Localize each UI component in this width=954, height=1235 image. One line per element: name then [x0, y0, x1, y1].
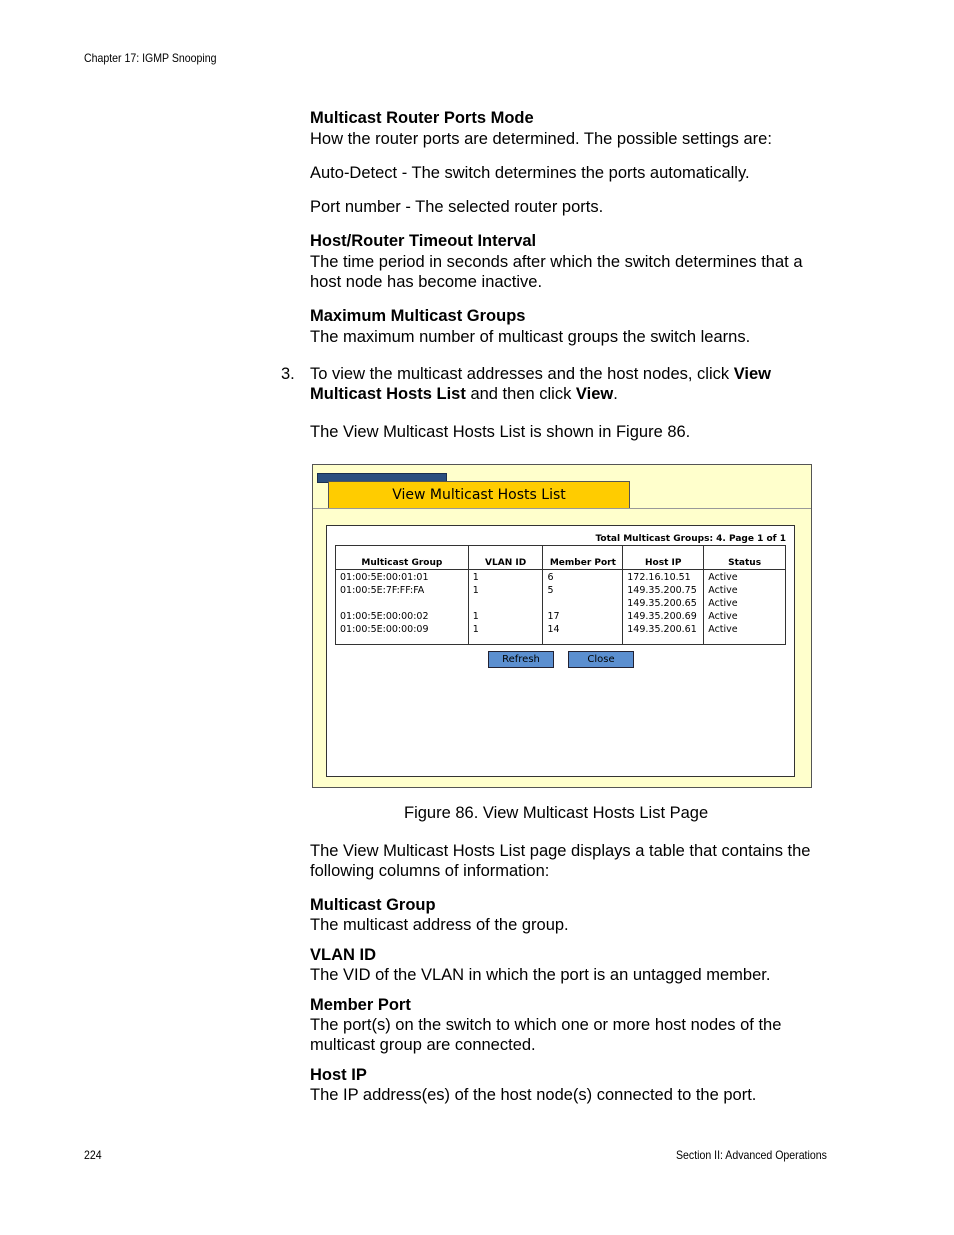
- vlan-value: 1: [472, 585, 479, 596]
- group-value: 01:00:5E:00:00:02: [340, 611, 429, 622]
- multicast-group-title: Multicast Group: [310, 896, 436, 914]
- group-value: 01:00:5E:00:01:01: [340, 572, 429, 583]
- host-ip-title: Host IP: [310, 1066, 367, 1084]
- port-value: 17: [547, 611, 560, 622]
- group-value: 01:00:5E:00:00:09: [340, 624, 429, 635]
- refresh-button[interactable]: Refresh: [488, 651, 554, 668]
- timeout-title: Host/Router Timeout Interval: [310, 232, 537, 250]
- col-status: Status: [704, 546, 786, 570]
- port-value: 5: [547, 585, 554, 596]
- member-port-title: Member Port: [310, 996, 411, 1014]
- step3-bold-view2: View: [575, 385, 614, 403]
- tab-view-multicast-hosts[interactable]: View Multicast Hosts List: [328, 481, 630, 509]
- router-ports-mode-desc: How the router ports are determined. The possible settings are:: [310, 130, 772, 148]
- status-value: Active: [708, 598, 738, 609]
- table-intro-line2: following columns of information:: [310, 862, 550, 880]
- step3-text2: and then click: [465, 385, 576, 403]
- cell-ports: [543, 570, 623, 645]
- status-value: Active: [708, 572, 738, 583]
- member-port-desc-line1: The port(s) on the switch to which one or more host nodes of the: [310, 1016, 782, 1034]
- step3-line1: [310, 364, 840, 384]
- timeout-desc-line2: host node has become inactive.: [310, 273, 543, 291]
- group-value: 01:00:5E:7F:FF:FA: [340, 585, 425, 596]
- step-number: 3.: [281, 365, 295, 383]
- col-multicast-group: Multicast Group: [336, 546, 469, 570]
- router-ports-opt-number: Port number - The selected router ports.: [310, 198, 604, 216]
- port-value: [547, 597, 618, 610]
- cell-vlans: [468, 570, 543, 645]
- timeout-desc-line1: The time period in seconds after which the switch determines that a: [310, 253, 803, 271]
- vlan-value: [473, 597, 539, 610]
- section-footer: Section II: Advanced Operations: [676, 1148, 827, 1162]
- figure-caption: Figure 86. View Multicast Hosts List Page: [404, 804, 709, 822]
- hosts-panel: [326, 525, 795, 777]
- col-vlan-id: VLAN ID: [468, 546, 543, 570]
- figure-reference: The View Multicast Hosts List is shown in Figure 86.: [310, 423, 691, 441]
- router-ports-mode-title: Multicast Router Ports Mode: [310, 109, 534, 127]
- tab-divider: [313, 508, 811, 509]
- hosts-table: [335, 545, 786, 645]
- cell-ips: [623, 570, 704, 645]
- cell-statuses: [704, 570, 786, 645]
- max-groups-title: Maximum Multicast Groups: [310, 307, 526, 325]
- status-value: Active: [708, 585, 738, 596]
- vlan-value: 1: [472, 611, 479, 622]
- step3-bold-view: View: [733, 365, 772, 383]
- cell-groups: [336, 570, 469, 645]
- ip-value: 149.35.200.61: [627, 624, 697, 635]
- vlan-value: 1: [472, 572, 479, 583]
- ip-value: 149.35.200.69: [627, 611, 697, 622]
- status-value: Active: [708, 611, 738, 622]
- port-value: 6: [547, 572, 554, 583]
- step3-line2: [310, 384, 840, 404]
- multicast-group-desc: The multicast address of the group.: [310, 916, 569, 934]
- vlan-id-title: VLAN ID: [310, 946, 376, 964]
- page-info: Total Multicast Groups: 4. Page 1 of 1: [595, 534, 786, 544]
- col-host-ip: Host IP: [623, 546, 704, 570]
- col-member-port: Member Port: [543, 546, 623, 570]
- host-ip-desc: The IP address(es) of the host node(s) connected to the port.: [310, 1086, 757, 1104]
- figure-screenshot: [312, 464, 812, 788]
- ip-value: 149.35.200.75: [627, 585, 697, 596]
- group-value: [340, 597, 464, 610]
- vlan-id-desc: The VID of the VLAN in which the port is an untagged member.: [310, 966, 771, 984]
- table-intro-line1: The View Multicast Hosts List page displays a table that contains the: [310, 842, 811, 860]
- close-button[interactable]: Close: [568, 651, 634, 668]
- page-number: 224: [84, 1148, 102, 1162]
- table-header-row: [336, 546, 786, 570]
- vlan-value: 1: [472, 624, 479, 635]
- router-ports-opt-auto: Auto-Detect - The switch determines the ports automatically.: [310, 164, 750, 182]
- step3-text1: To view the multicast addresses and the host nodes, click: [310, 365, 734, 383]
- step3-text3: .: [613, 385, 618, 403]
- table-body-row: [336, 570, 786, 645]
- ip-value: 149.35.200.65: [627, 598, 697, 609]
- member-port-desc-line2: multicast group are connected.: [310, 1036, 536, 1054]
- status-value: Active: [708, 624, 738, 635]
- port-value: 14: [547, 624, 560, 635]
- max-groups-desc: The maximum number of multicast groups the switch learns.: [310, 328, 751, 346]
- step3-bold-list: Multicast Hosts List: [310, 385, 466, 403]
- ip-value: 172.16.10.51: [627, 572, 691, 583]
- chapter-header: Chapter 17: IGMP Snooping: [84, 51, 217, 65]
